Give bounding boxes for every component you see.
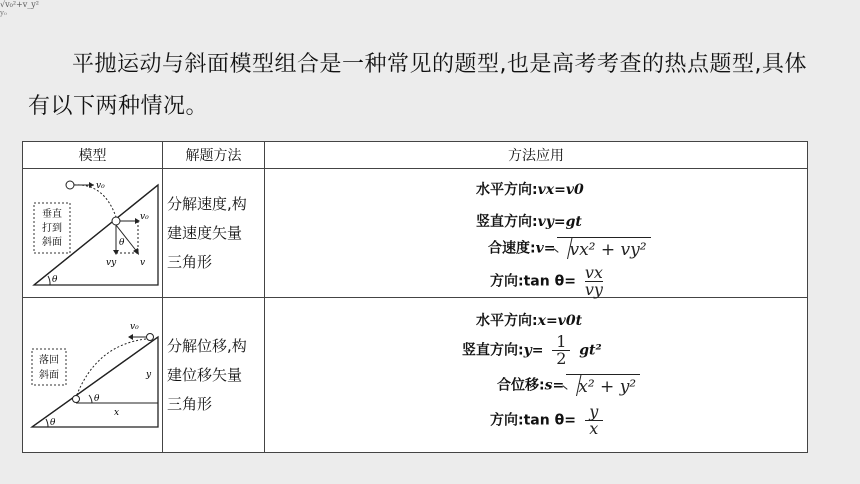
diagram-perpendicular-hit [26, 173, 160, 293]
label-x: x [113, 408, 119, 418]
formula-block [265, 298, 807, 452]
intro-paragraph: 平抛运动与斜面模型组合是一种常见的题型,也是高考考查的热点题型,具体有以下两种情况。 [28, 52, 807, 119]
label-v: v [139, 258, 145, 268]
table-header-row [23, 142, 808, 169]
table-row [23, 298, 808, 453]
sqrt-expression: vx² + vy² [557, 237, 650, 260]
label-y: y [145, 370, 151, 380]
label-v0: v₀ [129, 322, 139, 332]
label-v0: v₀ [95, 181, 105, 191]
formula-line-4: 方向:tan θ= $\frac{vx}{vy}$ [490, 263, 603, 299]
application-cell [265, 169, 808, 298]
diagram-label-line3: 斜面 [41, 237, 62, 248]
fraction-half: $\frac{1}{2}$ [552, 334, 570, 367]
formula-line-2: 竖直方向:vy=gt [476, 214, 582, 230]
corner-formula-fragment [0, 0, 39, 18]
diagram-label-line1: 落回 [38, 355, 59, 366]
label-theta-slope: θ [51, 275, 57, 285]
fraction: $\frac{y}{x}$ [585, 404, 603, 437]
label-theta-slope: θ [49, 418, 55, 428]
diagram-land-on-slope [26, 315, 160, 435]
header-application: 方法应用 [265, 142, 808, 169]
corner-fragment-top: √v₀²+v_y² [0, 0, 39, 9]
model-cell [23, 298, 163, 453]
header-model: 模型 [23, 142, 163, 169]
model-table [22, 141, 808, 453]
method-cell: 分解位移,构 建位移矢量 三角形 [163, 298, 265, 453]
corner-fragment-sub: y₀ [0, 9, 7, 17]
model-cell [23, 169, 163, 298]
formula-line-4: 方向:tan θ= $\frac{y}{x}$ [490, 404, 607, 437]
application-cell [265, 298, 808, 453]
formula-line-3: 合位移:s= x² + y² [497, 374, 640, 397]
label-v0-2: v₀ [139, 212, 149, 222]
label-theta-vel: θ [118, 238, 124, 248]
method-cell: 分解速度,构 建速度矢量 三角形 [163, 169, 265, 298]
diagram-label-line1: 垂直 [41, 209, 62, 220]
formula-line-3: 合速度:v= vx² + vy² [488, 237, 651, 260]
table-row [23, 169, 808, 298]
label-vy: vy [105, 258, 116, 268]
formula-line-1: 水平方向:x=v0t [476, 313, 583, 329]
sqrt-expression: x² + y² [566, 374, 640, 397]
header-method: 解题方法 [163, 142, 265, 169]
diagram-label-line2: 斜面 [38, 370, 59, 381]
formula-block [265, 169, 807, 297]
formula-line-2: 竖直方向:y= $\frac{1}{2}$ gt² [462, 332, 602, 368]
label-theta-inner: θ [93, 394, 99, 404]
fraction: $\frac{vx}{vy}$ [584, 263, 603, 299]
formula-line-1: 水平方向:vx=v0 [476, 182, 584, 198]
diagram-label-line2: 打到 [41, 223, 62, 234]
